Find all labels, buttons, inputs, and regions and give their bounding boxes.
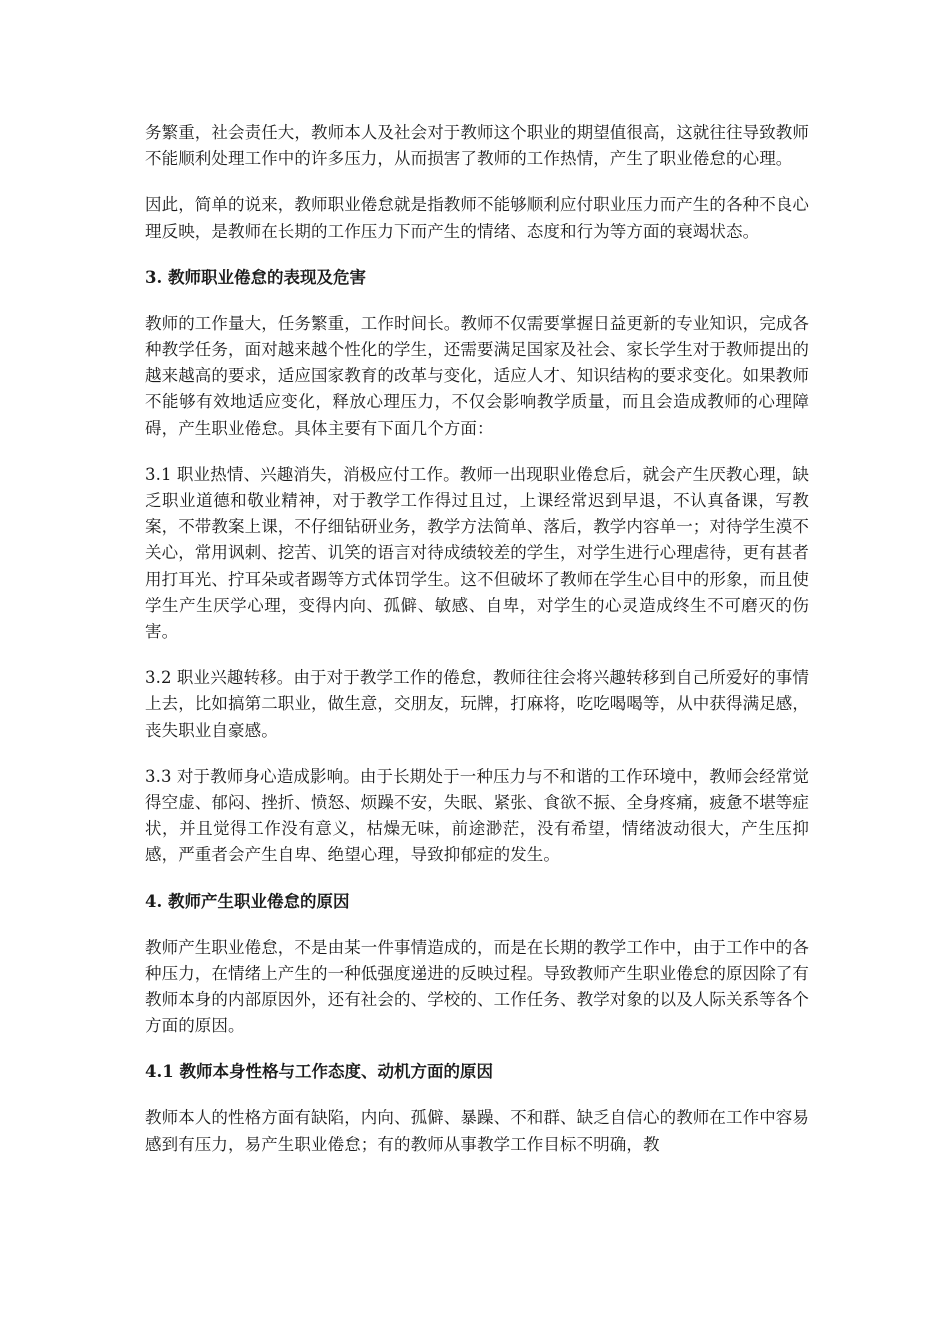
- paragraph-3-3: 3.3 对于教师身心造成影响。由于长期处于一种压力与不和谐的工作环境中，教师会经常觉得空虚、郁闷、挫折、愤怒、烦躁不安，失眠、紧张、食欲不振、全身疼痛，疲惫不堪等症状，并且觉得工作没有意义，枯燥无味，前途渺茫，没有希望，情绪波动很大，产生压抑感，严重者会产生自卑、绝望心理，导致抑郁症的发生。: [145, 766, 809, 865]
- section-heading-4: 4. 教师产生职业倦怠的原因: [145, 891, 350, 911]
- paragraph-3-2: 3.2 职业兴趣转移。由于对于教学工作的倦怠，教师往往会将兴趣转移到自己所爱好的事情上去，比如搞第二职业，做生意，交朋友，玩牌，打麻将，吃吃喝喝等，从中获得满足感，丧失职业自豪感。: [145, 668, 809, 740]
- document-page: [145, 120, 809, 1178]
- paragraph-3: 教师的工作量大，任务繁重，工作时间长。教师不仅需要掌握日益更新的专业知识，完成各种教学任务，面对越来越个性化的学生，还需要满足国家及社会、家长学生对于教师提出的越来越高的要求，适应国家教育的改革与变化，适应人才、知识结构的要求变化。如果教师不能够有效地适应变化，释放心理压力，不仅会影响教学质量，而且会造成教师的心理障碍，产生职业倦怠。具体主要有下面几个方面：: [145, 313, 809, 438]
- paragraph-1: 务繁重，社会责任大，教师本人及社会对于教师这个职业的期望值很高，这就往往导致教师不能顺利处理工作中的许多压力，从而损害了教师的工作热情，产生了职业倦怠的心理。: [145, 123, 809, 169]
- paragraph-4: 教师产生职业倦怠，不是由某一件事情造成的，而是在长期的教学工作中，由于工作中的各种压力，在情绪上产生的一种低强度递进的反映过程。导致教师产生职业倦怠的原因除了有教师本身的内部原因外，还有社会的、学校的、工作任务、教学对象的以及人际关系等各个方面的原因。: [145, 937, 809, 1036]
- subsection-heading-4-1: 4.1 教师本身性格与工作态度、动机方面的原因: [145, 1062, 493, 1082]
- paragraph-3-1: 3.1 职业热情、兴趣消失，消极应付工作。教师一出现职业倦怠后，就会产生厌教心理，缺乏职业道德和敬业精神，对于教学工作得过且过，上课经常迟到早退，不认真备课，写教案，不带教案上课，不仔细钻研业务，教学方法简单、落后，教学内容单一；对待学生漠不关心，常用讽刺、挖苦、讥笑的语言对待成绩较差的学生，对学生进行心理虐待，更有甚者用打耳光、拧耳朵或者踢等方式体罚学生。这不但破坏了教师在学生心目中的形象，而且使学生产生厌学心理，变得内向、孤僻、敏感、自卑，对学生的心灵造成终生不可磨灭的伤害。: [145, 464, 809, 642]
- paragraph-4-1: 教师本人的性格方面有缺陷，内向、孤僻、暴躁、不和群、缺乏自信心的教师在工作中容易感到有压力，易产生职业倦怠；有的教师从事教学工作目标不明确，教: [145, 1108, 809, 1154]
- paragraph-2: 因此，简单的说来，教师职业倦怠就是指教师不能够顺利应付职业压力而产生的各种不良心理反映，是教师在长期的工作压力下而产生的情绪、态度和行为等方面的衰竭状态。: [145, 195, 809, 241]
- section-heading-3: 3. 教师职业倦怠的表现及危害: [145, 267, 366, 287]
